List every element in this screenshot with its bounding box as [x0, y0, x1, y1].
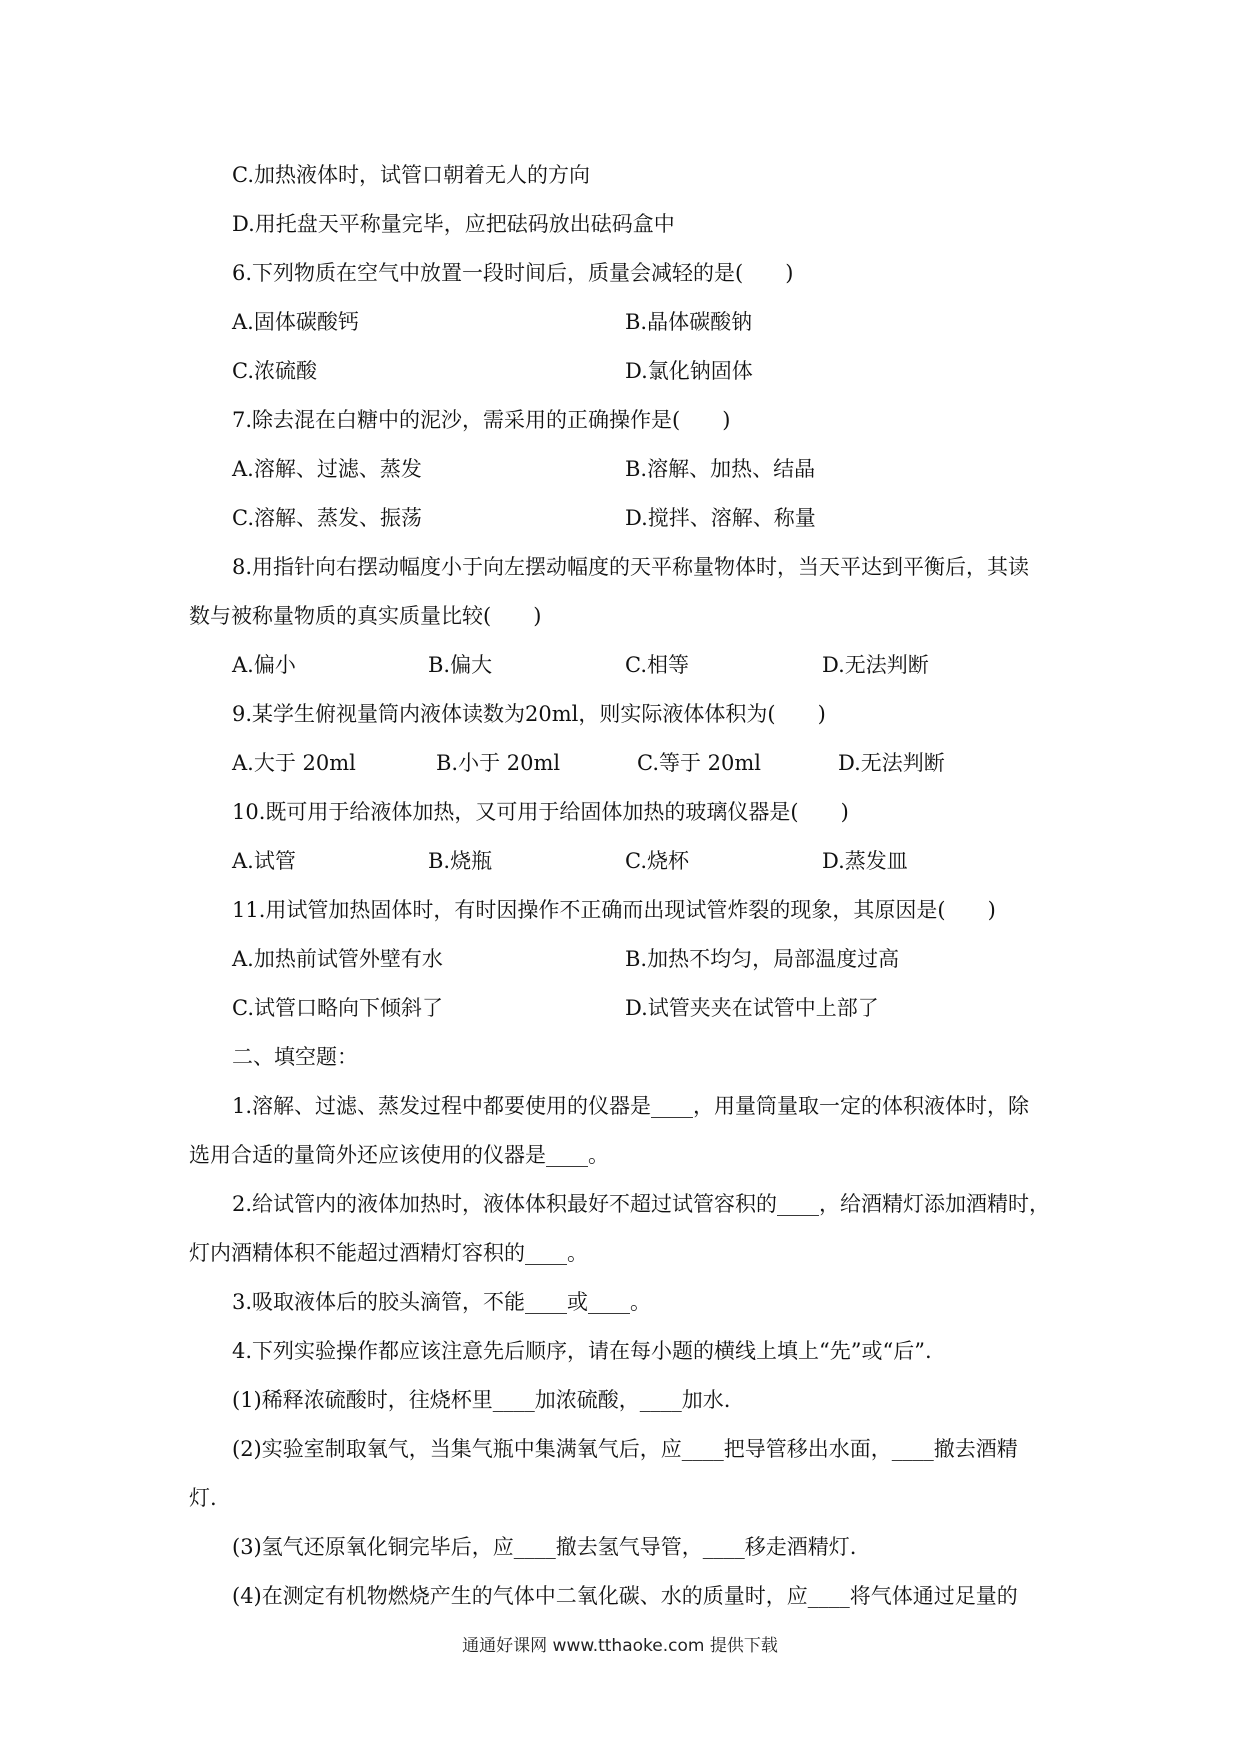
q8-option-b: B.偏大 [428, 653, 493, 677]
fill-4-part-1: (1)稀释浓硫酸时，往烧杯里____加浓硫酸，____加水. [232, 1388, 731, 1412]
question-6: 6.下列物质在空气中放置一段时间后，质量会减轻的是( ) [232, 261, 794, 285]
fill-4-part-2-line-2: 灯. [189, 1486, 217, 1510]
q10-option-c: C.烧杯 [625, 849, 689, 873]
q8-option-d: D.无法判断 [822, 653, 929, 677]
fill-4-part-2-line-1: (2)实验室制取氧气，当集气瓶中集满氧气后，应____把导管移出水面，____撤去酒精 [232, 1437, 1018, 1461]
q5-option-c: C.加热液体时，试管口朝着无人的方向 [232, 163, 590, 187]
fill-4: 4.下列实验操作都应该注意先后顺序，请在每小题的横线上填上“先”或“后”. [232, 1339, 932, 1363]
q10-option-d: D.蒸发皿 [822, 849, 908, 873]
fill-4-part-4: (4)在测定有机物燃烧产生的气体中二氧化碳、水的质量时，应____将气体通过足量的 [232, 1584, 1018, 1608]
q7-option-b: B.溶解、加热、结晶 [625, 457, 816, 481]
q9-option-d: D.无法判断 [838, 751, 945, 775]
q11-option-d: D.试管夹夹在试管中上部了 [625, 996, 879, 1020]
fill-1-line-2: 选用合适的量筒外还应该使用的仪器是____。 [189, 1143, 609, 1167]
question-11: 11.用试管加热固体时，有时因操作不正确而出现试管炸裂的现象，其原因是( ) [232, 898, 996, 922]
q9-option-c: C.等于 20ml [637, 751, 762, 775]
q11-option-b: B.加热不均匀，局部温度过高 [625, 947, 900, 971]
q11-option-a: A.加热前试管外壁有水 [232, 947, 443, 971]
q8-option-a: A.偏小 [232, 653, 296, 677]
section-2-heading: 二、填空题： [232, 1045, 358, 1069]
fill-2-line-1: 2.给试管内的液体加热时，液体体积最好不超过试管容积的____，给酒精灯添加酒精时， [232, 1192, 1051, 1216]
fill-3: 3.吸取液体后的胶头滴管，不能____或____。 [232, 1290, 652, 1314]
question-9: 9.某学生俯视量筒内液体读数为20ml，则实际液体体积为( ) [232, 702, 826, 726]
fill-4-part-3: (3)氢气还原氧化铜完毕后，应____撤去氢气导管，____移走酒精灯. [232, 1535, 857, 1559]
q5-option-d: D.用托盘天平称量完毕，应把砝码放出砝码盒中 [232, 212, 675, 236]
q6-option-a: A.固体碳酸钙 [232, 310, 359, 334]
question-7: 7.除去混在白糖中的泥沙，需采用的正确操作是( ) [232, 408, 731, 432]
fill-2-line-2: 灯内酒精体积不能超过酒精灯容积的____。 [189, 1241, 588, 1265]
q7-option-c: C.溶解、蒸发、振荡 [232, 506, 422, 530]
question-10: 10.既可用于给液体加热，又可用于给固体加热的玻璃仪器是( ) [232, 800, 849, 824]
question-8-line-1: 8.用指针向右摆动幅度小于向左摆动幅度的天平称量物体时，当天平达到平衡后，其读 [232, 555, 1030, 579]
q7-option-d: D.搅拌、溶解、称量 [625, 506, 816, 530]
q8-option-c: C.相等 [625, 653, 689, 677]
q9-option-a: A.大于 20ml [232, 751, 356, 775]
q7-option-a: A.溶解、过滤、蒸发 [232, 457, 422, 481]
q9-option-b: B.小于 20ml [436, 751, 561, 775]
q6-option-c: C.浓硫酸 [232, 359, 317, 383]
q10-option-b: B.烧瓶 [428, 849, 493, 873]
page-footer: 通通好课网 www.tthaoke.com 提供下载 [462, 1636, 778, 1656]
question-8-line-2: 数与被称量物质的真实质量比较( ) [189, 604, 542, 628]
q10-option-a: A.试管 [232, 849, 296, 873]
q11-option-c: C.试管口略向下倾斜了 [232, 996, 443, 1020]
q6-option-d: D.氯化钠固体 [625, 359, 753, 383]
q6-option-b: B.晶体碳酸钠 [625, 310, 753, 334]
fill-1-line-1: 1.溶解、过滤、蒸发过程中都要使用的仪器是____，用量筒量取一定的体积液体时，除 [232, 1094, 1030, 1118]
